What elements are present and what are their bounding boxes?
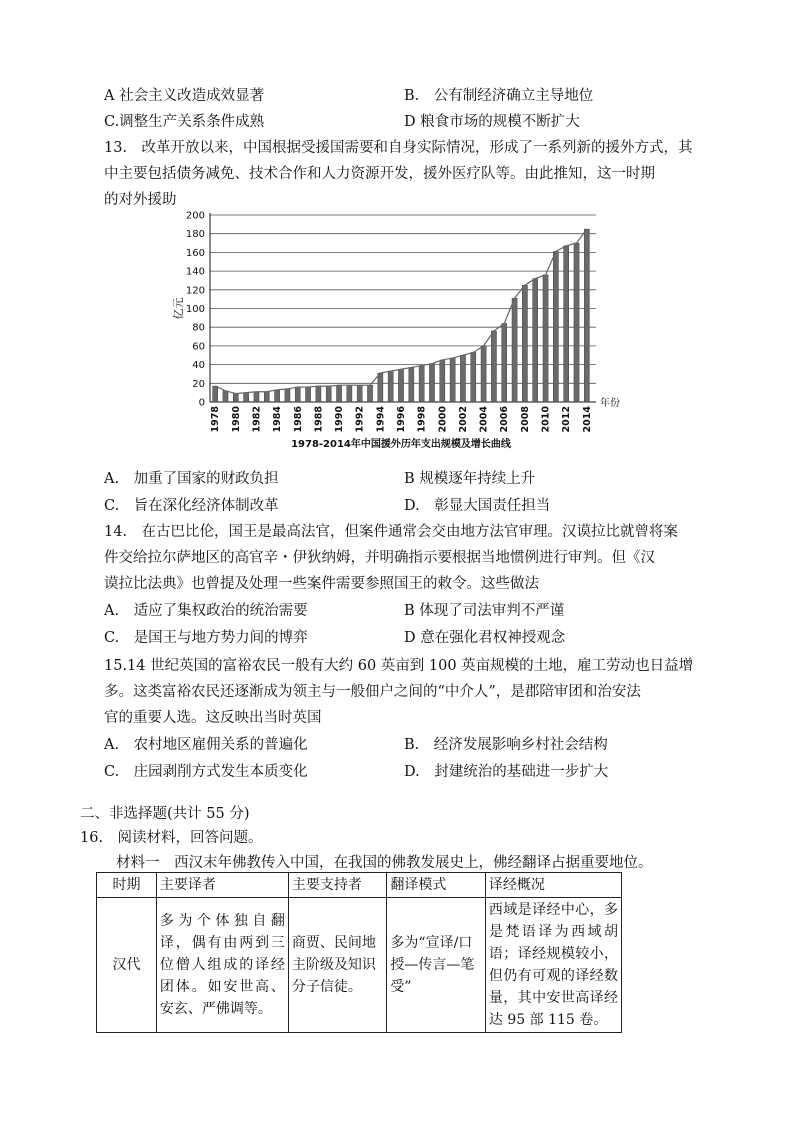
table-cell-supporters: 商贾、民间地主阶级及知识分子信徒。 (288, 898, 387, 1033)
x-tick-label: 1992 (354, 406, 366, 433)
q15-option-b: B. 经济发展影响乡村社会结构 (404, 737, 608, 753)
x-tick-label: 1978 (210, 406, 222, 433)
table-header-row (97, 873, 622, 898)
x-tick-label: 1994 (375, 406, 387, 433)
x-tick-label: 2008 (519, 406, 531, 433)
bar-2005 (491, 331, 496, 402)
x-tick-label: 2010 (540, 406, 552, 433)
q15-option-d: D. 封建统治的基础进一步扩大 (404, 764, 609, 780)
x-tick-label: 1980 (230, 406, 242, 433)
table-header-overview: 译经概况 (485, 873, 621, 898)
bar-2010 (543, 275, 548, 402)
bar-1986 (295, 387, 300, 402)
section-title: 二、非选择题(共计 55 分) (80, 806, 250, 822)
bar-1987 (306, 387, 311, 402)
q12-option-d: D 粮食市场的规模不断扩大 (404, 114, 580, 130)
x-tick-label: 2004 (478, 406, 490, 433)
translation-table (96, 872, 622, 1033)
bar-1996 (398, 369, 403, 402)
bar-2014 (584, 229, 589, 402)
bar-1978 (213, 386, 218, 402)
q15-option-a: A. 农村地区雇佣关系的普遍化 (104, 737, 308, 753)
table-cell-overview: 西域是译经中心，多是梵语译为西域胡语；译经规模较小，但仍有可观的译经数量，其中安世高译经达 95 部 115 卷。 (485, 898, 621, 1033)
bar-2003 (471, 352, 476, 402)
q15-stem-line-2: 多。这类富裕农民还逐渐成为领主与一般佃户之间的“中介人”，是郡陪审团和治安法 (104, 684, 641, 700)
y-tick-label: 140 (185, 266, 205, 278)
x-tick-label: 1982 (251, 406, 263, 433)
table-header-period: 时期 (97, 873, 157, 898)
y-tick-label: 60 (192, 341, 205, 353)
table-cell-period: 汉代 (97, 898, 157, 1033)
bar-2004 (481, 346, 486, 402)
q15-stem-line-3: 官的重要人选。这反映出当时英国 (104, 710, 322, 726)
q14-stem-line-3: 谟拉比法典》也曾提及处理一些案件需要参照国王的敕令。这些做法 (104, 576, 539, 592)
bar-1985 (285, 389, 290, 402)
x-tick-label: 2012 (561, 406, 573, 433)
bar-2012 (564, 246, 569, 402)
bar-1991 (347, 385, 352, 402)
growth-curve (215, 229, 587, 394)
bar-1995 (388, 371, 393, 402)
bar-2013 (574, 243, 579, 402)
bar-1990 (336, 385, 341, 402)
bar-1988 (316, 386, 321, 402)
material-1-intro: 材料一 西汉末年佛教传入中国，在我国的佛教发展史上，佛经翻译占据重要地位。 (116, 855, 653, 871)
table-cell-mode: 多为“宣译/口授—传言—笔受” (387, 898, 486, 1033)
bar-1994 (378, 373, 383, 402)
y-tick-label: 200 (185, 210, 205, 222)
bar-1981 (244, 393, 249, 402)
bar-2007 (512, 298, 517, 402)
bar-2000 (440, 360, 445, 402)
y-tick-label: 80 (192, 322, 205, 334)
bar-1980 (233, 394, 238, 402)
aid-expenditure-chart (170, 205, 630, 455)
q15-option-c: C. 庄园剥削方式发生本质变化 (104, 764, 308, 780)
bar-1997 (409, 367, 414, 402)
q12-option-b: B. 公有制经济确立主导地位 (404, 88, 594, 104)
q13-option-c: C. 旨在深化经济体制改革 (104, 498, 279, 514)
y-tick-label: 20 (192, 378, 205, 390)
table-cell-translators: 多为个体独自翻译，偶有由两到三位僧人组成的译经团体。如安世高、安玄、严佛调等。 (156, 898, 288, 1033)
x-tick-label: 2014 (581, 406, 593, 433)
x-tick-label: 1986 (292, 406, 304, 433)
bar-1989 (326, 386, 331, 402)
table-header-translators: 主要译者 (156, 873, 288, 898)
x-tick-label: 2000 (437, 406, 449, 433)
bar-2009 (533, 279, 538, 402)
y-tick-label: 100 (185, 304, 205, 315)
x-tick-label: 2002 (457, 406, 469, 433)
y-tick-label: 40 (192, 360, 205, 372)
bar-1984 (275, 390, 280, 402)
q13-stem-line-3: 的对外援助 (104, 192, 177, 208)
bar-1983 (264, 392, 269, 402)
q13-option-a: A. 加重了国家的财政负担 (104, 471, 279, 487)
q13-option-b: B 规模逐年持续上升 (404, 471, 536, 487)
q12-option-c: C.调整生产关系条件成熟 (104, 114, 265, 130)
x-tick-label: 1998 (416, 406, 428, 433)
x-tick-label: 1990 (334, 406, 346, 433)
q14-option-d: D 意在强化君权神授观念 (404, 630, 566, 646)
x-axis-label: 年份 (600, 398, 620, 409)
y-tick-label: 0 (198, 397, 205, 409)
q14-stem-line-1: 14. 在古巴比伦，国王是最高法官，但案件通常会交由地方法官审理。汉谟拉比就曾将案 (104, 524, 679, 540)
table-header-mode: 翻译模式 (387, 873, 486, 898)
bar-1993 (367, 385, 372, 402)
q14-option-c: C. 是国王与地方势力间的博弈 (104, 630, 308, 646)
bar-1982 (254, 392, 259, 402)
table-header-supporters: 主要支持者 (288, 873, 387, 898)
q14-stem-line-2: 件交给拉尔萨地区的高官辛・伊狄纳姆，并明确指示要根据当地惯例进行审判。但《汉 (104, 550, 655, 566)
x-tick-label: 1984 (272, 406, 284, 433)
y-tick-label: 180 (185, 229, 205, 241)
table-row (97, 898, 622, 1033)
q13-stem-line-1: 13. 改革开放以来，中国根据受援国需要和自身实际情况，形成了一系列新的援外方式，其 (104, 140, 693, 156)
chart-title: 1978-2014年中国援外历年支出规模及增长曲线 (291, 439, 511, 450)
x-tick-label: 2006 (499, 406, 511, 433)
q13-stem-line-2: 中主要包括债务减免、技术合作和人力资源开发，援外医疗队等。由此推知，这一时期 (104, 166, 655, 182)
q15-stem-line-1: 15.14 世纪英国的富裕农民一般有大约 60 英亩到 100 英亩规模的土地，雇工劳动也日益增 (104, 658, 694, 674)
q13-option-d: D. 彰显大国责任担当 (404, 498, 551, 514)
bar-1999 (429, 364, 434, 402)
bar-2001 (450, 358, 455, 402)
bar-2011 (553, 251, 558, 402)
q16-prompt: 16. 阅读材料，回答问题。 (80, 830, 263, 846)
x-tick-label: 1988 (313, 406, 325, 433)
q12-option-a: A 社会主义改造成效显著 (104, 88, 265, 104)
x-tick-label: 1996 (396, 406, 407, 433)
bar-2006 (502, 323, 507, 402)
bar-1979 (223, 391, 228, 402)
bar-2008 (522, 285, 527, 402)
y-tick-label: 120 (185, 285, 205, 297)
bar-1998 (419, 366, 424, 402)
bar-1992 (357, 385, 362, 402)
q14-option-a: A. 适应了集权政治的统治需要 (104, 603, 308, 619)
y-tick-label: 160 (185, 247, 205, 259)
q14-option-b: B 体现了司法审判不严谨 (404, 603, 565, 619)
bar-2002 (460, 355, 465, 402)
y-axis-label: 亿元 (172, 297, 185, 320)
